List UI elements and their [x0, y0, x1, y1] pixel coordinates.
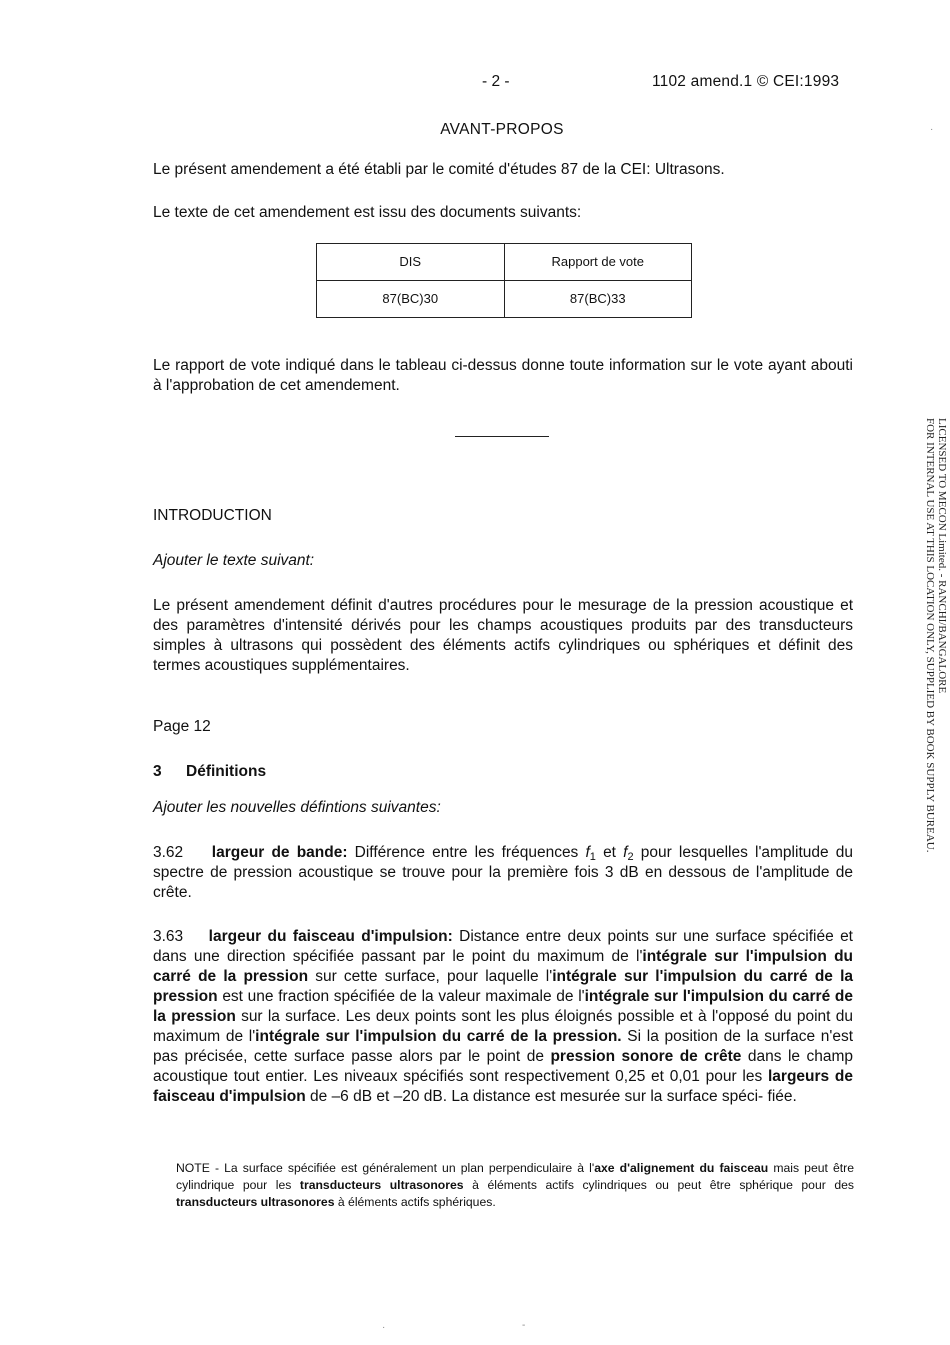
section-heading — [153, 762, 266, 782]
defined-term-reference: transducteurs ultrasonores — [176, 1195, 335, 1209]
scan-speck: · — [930, 124, 934, 135]
frequency-subscript: 2 — [627, 851, 634, 863]
license-line-2: FOR INTERNAL USE AT THIS LOCATION ONLY, SUPPLIED BY BOOK SUPPLY BUREAU. — [924, 418, 936, 853]
defined-term-reference: axe d'alignement du faisceau — [594, 1161, 769, 1175]
section-instruction: Ajouter les nouvelles défintions suivantes: — [153, 799, 441, 816]
note-text: à éléments actifs cylindriques ou peut être sphérique pour des — [472, 1178, 854, 1192]
defined-term-reference: intégrale sur l'impulsion du carré de la pression — [153, 988, 853, 1025]
defined-term-reference: largeurs de faisceau d'impulsion — [153, 1068, 853, 1105]
definition-3-62 — [153, 843, 853, 903]
avant-propos-paragraph-2: Le texte de cet amendement est issu des documents suivants: — [153, 204, 582, 221]
definition-text: Si la position de la surface n'est pas précisée, cette surface passe alors par le point de — [153, 1028, 854, 1065]
definition-text: sur cette surface, pour laquelle l' — [315, 968, 553, 985]
definition-3-63 — [153, 927, 853, 1107]
note-label: NOTE - — [176, 1161, 225, 1175]
introduction-instruction: Ajouter le texte suivant: — [153, 552, 315, 569]
definition-text: pour lesquelles l'amplitude du spectre de pression acoustique se trouve pour la première fois 3 dB en dessous de l'amplitude de crête. — [153, 844, 853, 901]
definition-number: 3.62 — [153, 844, 184, 861]
section-divider — [455, 436, 549, 437]
page-number: - 2 - — [482, 73, 510, 90]
definition-text: est une fraction spécifiée de la valeur maximale de l' — [222, 988, 585, 1005]
document-reference: 1102 amend.1 © CEI:1993 — [652, 73, 840, 90]
table-cell: 87(BC)33 — [504, 281, 692, 318]
voting-documents-table — [316, 243, 692, 318]
avant-propos-paragraph-3: Le rapport de vote indiqué dans le tableau ci-dessus donne toute information sur le vote ayant abouti à l'approbation de cet amendement. — [153, 357, 853, 394]
frequency-subscript: 1 — [589, 851, 596, 863]
license-watermark — [924, 418, 948, 852]
frequency-symbol: f — [623, 844, 628, 861]
definition-text: Distance entre deux points sur une surface spécifiée et dans une direction spécifiée passant par le point du maximum de l' — [153, 928, 853, 965]
license-line-1: LICENSED TO MECON Limited. - RANCHI/BANGALORE — [936, 418, 948, 694]
defined-term-reference: pression sonore de crête — [550, 1048, 742, 1065]
avant-propos-heading: AVANT-PROPOS — [440, 121, 564, 138]
page-reference: Page 12 — [153, 718, 211, 735]
definition-term: largeur du faisceau d'impulsion: — [208, 928, 453, 945]
section-title: Définitions — [186, 763, 267, 780]
defined-term-reference: intégrale sur l'impulsion du carré de la pression. — [255, 1028, 622, 1045]
defined-term-reference: intégrale sur l'impulsion du carré de la pression — [153, 968, 853, 1005]
definition-text: dans le champ acoustique tout entier. Les niveaux spécifiés sont respectivement 0,25 et 0,01 pour les — [153, 1048, 854, 1085]
definition-text: sur la surface. Les deux points sont les plus éloignés possible et à l'opposé du point du maximum de l' — [153, 1008, 853, 1045]
definition-text: Différence entre les fréquences — [354, 844, 579, 861]
introduction-heading: INTRODUCTION — [153, 507, 272, 524]
table-header-cell: DIS — [317, 244, 505, 281]
scan-speck: · — [382, 1322, 386, 1333]
section-number: 3 — [153, 763, 162, 780]
scan-speck: - — [522, 1320, 526, 1331]
definition-term: largeur de bande: — [211, 844, 348, 861]
definition-text: et — [603, 844, 616, 861]
frequency-symbol: f — [585, 844, 590, 861]
note-text: mais peut être cylindrique pour les — [176, 1161, 855, 1192]
definition-number: 3.63 — [153, 928, 184, 945]
table-cell: 87(BC)30 — [317, 281, 505, 318]
note-text: à éléments actifs sphériques. — [337, 1195, 496, 1209]
table-header-cell: Rapport de vote — [504, 244, 692, 281]
definition-text: de –6 dB et –20 dB. La distance est mesurée sur la surface spéci- fiée. — [310, 1088, 797, 1105]
table-row — [317, 281, 692, 318]
introduction-text: Le présent amendement définit d'autres procédures pour le mesurage de la pression acoustique et des paramètres d'intensité dérivés pour les champs acoustiques produits par des transducteurs simples à ultrasons qui possèdent des éléments actifs cylindriques ou sphériques et définit des termes acoustiques supplémentaires. — [153, 597, 853, 674]
note — [176, 1160, 854, 1211]
defined-term-reference: transducteurs ultrasonores — [299, 1178, 464, 1192]
note-text: La surface spécifiée est généralement un plan perpendiculaire à l' — [224, 1161, 595, 1175]
table-header-row — [317, 244, 692, 281]
defined-term-reference: intégrale sur l'impulsion du carré de la pression — [153, 948, 854, 985]
avant-propos-paragraph-1: Le présent amendement a été établi par le comité d'études 87 de la CEI: Ultrasons. — [153, 161, 725, 178]
